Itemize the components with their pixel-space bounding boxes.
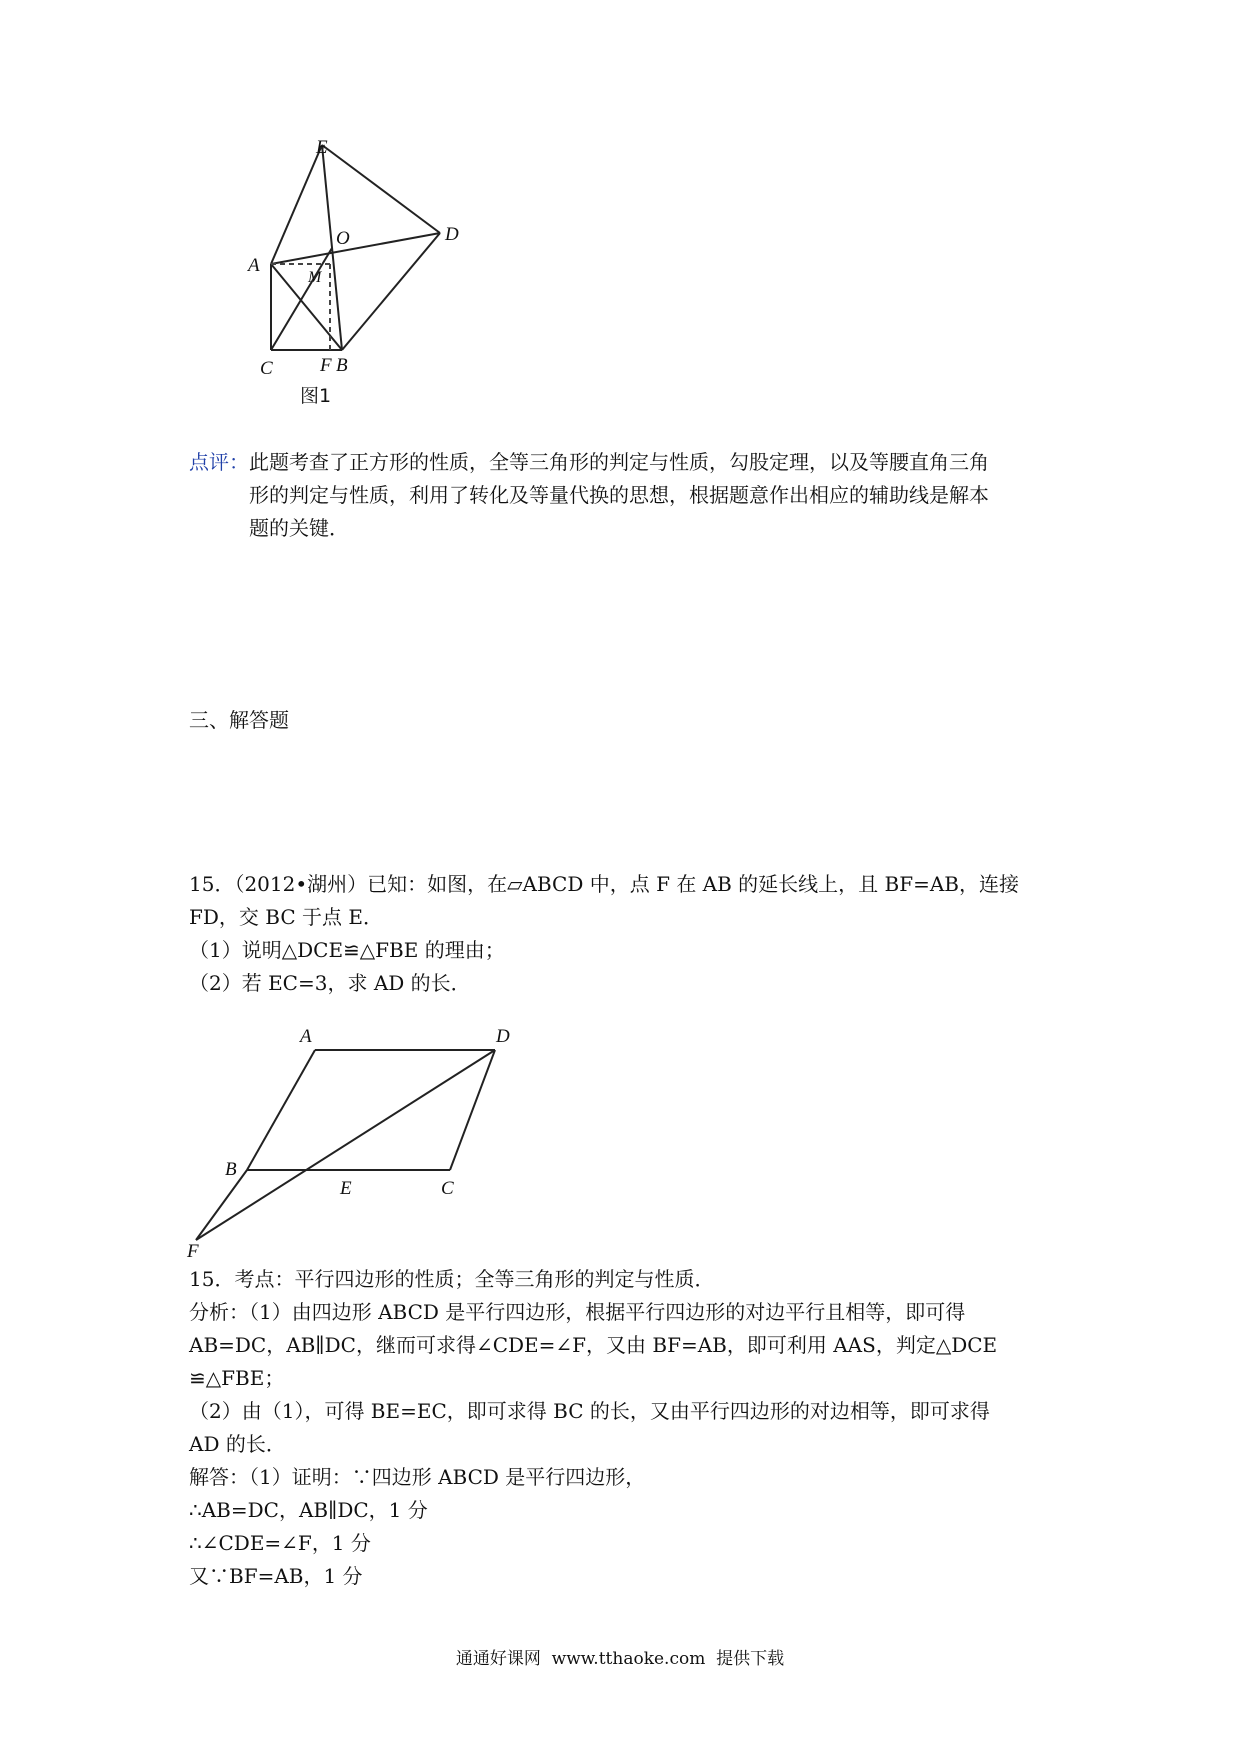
problem-line-4: （2）若 EC=3，求 AD 的长． (189, 971, 471, 995)
label-e: E (316, 140, 328, 158)
figure-1-diagram (240, 140, 500, 410)
label-d: D (445, 224, 459, 245)
label-a: A (248, 255, 260, 276)
solution-line-2: 分析：（1）由四边形 ABCD 是平行四边形，根据平行四边形的对边平行且相等，即可得 (189, 1300, 966, 1324)
segment-ad (271, 233, 440, 264)
label-c: C (441, 1178, 454, 1199)
segment-ab (247, 1050, 315, 1170)
figure-2-diagram (185, 1020, 525, 1260)
label-b: B (336, 355, 348, 376)
segment-bf (196, 1170, 247, 1240)
segment-cd (450, 1050, 495, 1170)
comment-label: 点评： (189, 450, 249, 474)
solution-line-1: 15．考点：平行四边形的性质；全等三角形的判定与性质． (189, 1267, 715, 1291)
label-a: A (300, 1026, 312, 1047)
comment-line-1: 此题考查了正方形的性质，全等三角形的判定与性质，勾股定理，以及等腰直角三角 (249, 450, 989, 474)
segment-ed (322, 145, 440, 233)
label-e: E (340, 1178, 352, 1199)
label-b: B (225, 1159, 237, 1180)
problem-line-2: FD，交 BC 于点 E． (189, 905, 383, 929)
solution-line-10: 又∵BF=AB，1 分 (189, 1564, 363, 1588)
problem-line-3: （1）说明△DCE≌△FBE 的理由； (189, 938, 505, 962)
solution-line-6: AD 的长． (189, 1432, 286, 1456)
label-c: C (260, 358, 273, 379)
label-o: O (336, 228, 350, 249)
solution-line-9: ∴∠CDE=∠F，1 分 (189, 1531, 371, 1555)
section-title: 三、解答题 (189, 708, 289, 732)
label-f: F (320, 355, 332, 376)
label-d: D (496, 1026, 510, 1047)
label-f: F (187, 1241, 199, 1260)
label-m: M (308, 269, 322, 286)
comment-line-3: 题的关键． (249, 516, 349, 540)
solution-block (189, 1263, 997, 1593)
problem-line-1: 15．（2012•湖州）已知：如图，在▱ABCD 中，点 F 在 AB 的延长线上，且 BF=AB，连接 (189, 872, 1020, 896)
solution-line-4: ≌△FBE； (189, 1366, 285, 1390)
solution-line-5: （2）由（1），可得 BE=EC，即可求得 BC 的长，又由平行四边形的对边相等，即可求得 (189, 1399, 990, 1423)
segment-fd (196, 1050, 495, 1240)
solution-line-7: 解答：（1）证明：∵四边形 ABCD 是平行四边形， (189, 1465, 646, 1489)
figure-1-caption: 图1 (300, 385, 332, 407)
page-footer: 通通好课网 www.tthaoke.com 提供下载 (455, 1649, 785, 1669)
segment-ae (271, 145, 322, 264)
problem-15-block (189, 868, 1019, 1000)
comment-line-2: 形的判定与性质，利用了转化及等量代换的思想，根据题意作出相应的辅助线是解本 (249, 483, 989, 507)
segment-ab (271, 264, 342, 350)
solution-line-8: ∴AB=DC，AB∥DC，1 分 (189, 1498, 428, 1522)
solution-line-3: AB=DC，AB∥DC，继而可求得∠CDE=∠F，又由 BF=AB，即可利用 AAS，判定△DCE (189, 1333, 998, 1357)
segment-db (342, 233, 440, 350)
comment-block (189, 446, 989, 545)
